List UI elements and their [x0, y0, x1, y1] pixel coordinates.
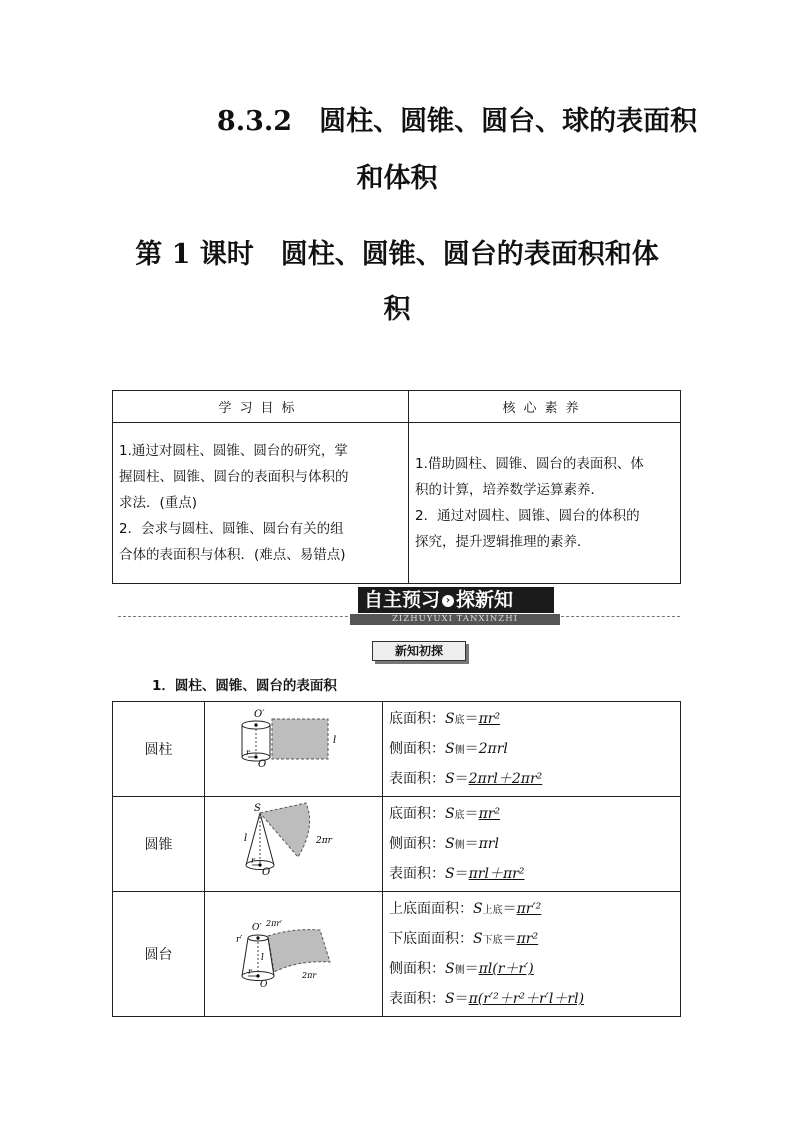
cylinder-figure	[205, 702, 383, 797]
goals-header-left: 学习目标	[113, 391, 409, 423]
goals-left-line: 求法．(重点)	[119, 495, 198, 511]
surface-area-table	[112, 701, 681, 1017]
label-l: l	[243, 833, 247, 844]
label-2pir: 2πr	[315, 836, 332, 846]
label-o-prime: O′	[251, 923, 261, 933]
label-2pir: 2πr	[301, 971, 316, 980]
shape-name: 圆柱	[113, 702, 205, 797]
banner-divider-left	[118, 616, 358, 617]
banner-pinyin: ZIZHUYUXI TANXINZHI	[350, 614, 560, 625]
formula-top-area: 上底面面积：S上底＝πr′²	[389, 901, 542, 917]
label-r: r	[250, 856, 255, 865]
label-r: r	[245, 748, 250, 757]
lesson-title-line1: 第 1 课时 圆柱、圆锥、圆台的表面积和体	[135, 239, 659, 270]
lateral-sector	[260, 803, 310, 857]
goals-left-line: 2．会求与圆柱、圆锥、圆台有关的组	[119, 521, 344, 537]
frustum-formulas	[383, 892, 681, 1017]
formula-surface-area: 表面积：S＝πrl＋πr²	[389, 866, 525, 882]
goals-right-cell	[409, 423, 681, 584]
goals-left-line: 合体的表面积与体积．(难点、易错点)	[119, 547, 346, 563]
section-banner	[358, 587, 554, 613]
label-o: O	[257, 759, 266, 770]
formula-lateral-area: 侧面积：S侧＝πrl	[389, 836, 499, 852]
page-title-line1: 8.3.2 圆柱、圆锥、圆台、球的表面积	[216, 106, 698, 137]
label-o: O	[261, 867, 270, 878]
formula-lateral-area: 侧面积：S侧＝πl(r＋r′)	[389, 961, 534, 977]
frustum-net-icon	[234, 906, 354, 998]
formula-lateral-area: 侧面积：S侧＝2πrl	[389, 741, 508, 757]
cone-formulas	[383, 797, 681, 892]
goals-right-line: 2．通过对圆柱、圆锥、圆台的体积的	[415, 508, 640, 524]
section-label: 新知初探	[372, 641, 466, 661]
goals-right-line: 1.借助圆柱、圆锥、圆台的表面积、体	[415, 456, 644, 472]
lateral-annulus	[268, 930, 330, 972]
lateral-rect	[272, 719, 328, 759]
label-r-prime: r′	[235, 935, 242, 945]
goals-header-right: 核心素养	[409, 391, 681, 423]
cone-net-icon	[234, 799, 354, 885]
formula-bottom-area: 下底面面积：S下底＝πr²	[389, 931, 539, 947]
banner-divider-right	[556, 616, 680, 617]
frustum-figure	[205, 892, 383, 1017]
label-2pir-prime: 2πr′	[265, 919, 282, 928]
section-heading: 1．圆柱、圆锥、圆台的表面积	[152, 678, 337, 694]
table-row	[113, 797, 681, 892]
table-row	[113, 702, 681, 797]
shape-name: 圆锥	[113, 797, 205, 892]
formula-surface-area: 表面积：S＝2πrl＋2πr²	[389, 771, 543, 787]
formula-surface-area: 表面积：S＝π(r′²＋r²＋r′l＋rl)	[389, 991, 585, 1007]
banner-left-text: 自主预习	[364, 589, 441, 611]
cylinder-net-icon	[234, 705, 354, 789]
formula-base-area: 底面积：S底＝πr²	[389, 711, 501, 727]
label-l: l	[332, 735, 336, 746]
label-s: S	[253, 803, 261, 814]
page-title-line2: 和体积	[356, 163, 438, 194]
banner-right-text: 探新知	[456, 589, 514, 611]
goals-right-line: 积的计算，培养数学运算素养．	[415, 482, 604, 498]
cylinder-formulas	[383, 702, 681, 797]
label-o: O	[259, 980, 267, 990]
label-l: l	[260, 953, 264, 963]
shape-name: 圆台	[113, 892, 205, 1017]
table-row	[113, 892, 681, 1017]
cone-figure	[205, 797, 383, 892]
label-o-prime: O′	[253, 709, 264, 720]
goals-left-line: 1.通过对圆柱、圆锥、圆台的研究，掌	[119, 443, 348, 459]
goals-right-line: 探究，提升逻辑推理的素养．	[415, 534, 591, 550]
goals-table	[112, 390, 681, 584]
formula-base-area: 底面积：S底＝πr²	[389, 806, 501, 822]
arrow-right-icon: ›	[442, 595, 454, 607]
lesson-title-line2: 积	[383, 294, 411, 325]
label-r: r	[247, 967, 252, 976]
goals-left-line: 握圆柱、圆锥、圆台的表面积与体积的	[119, 469, 349, 485]
goals-left-cell	[113, 423, 409, 584]
